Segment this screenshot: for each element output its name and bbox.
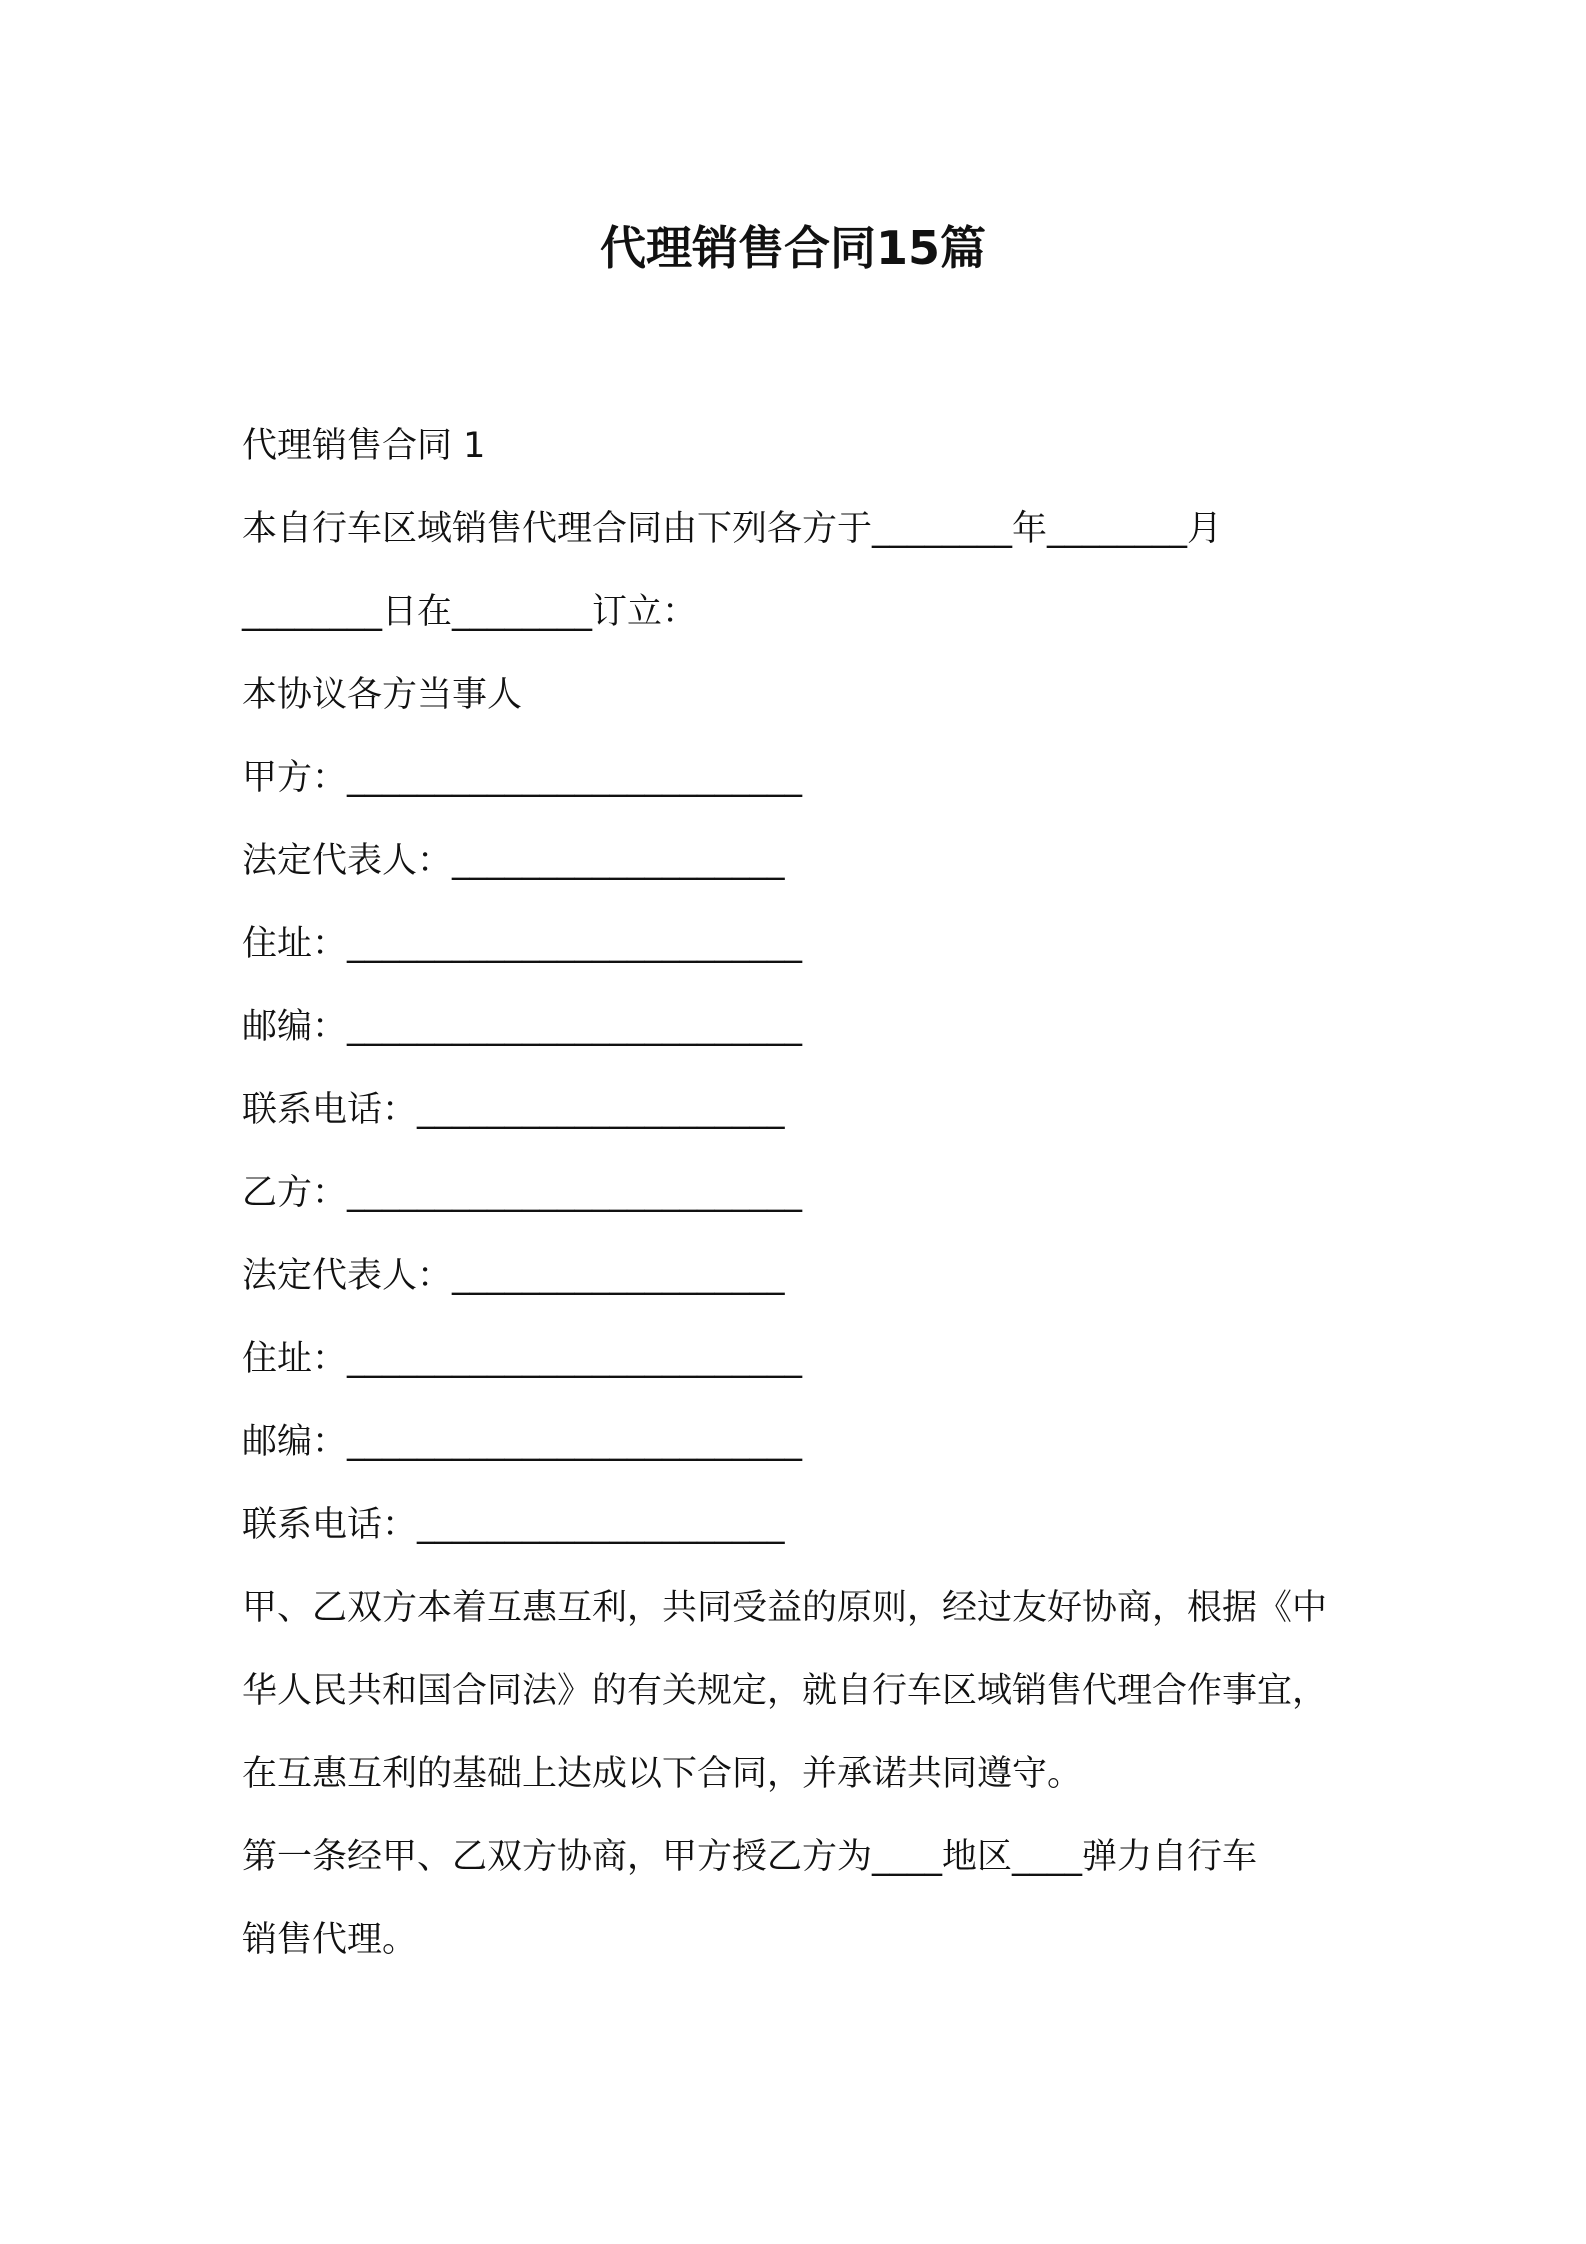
body-line: 本自行车区域销售代理合同由下列各方于________年________月: [242, 509, 1223, 549]
body-line: 本协议各方当事人: [242, 675, 523, 715]
body-line: 华人民共和国合同法》的有关规定，就自行车区域销售代理合作事宜，: [242, 1671, 1328, 1711]
section-heading: 代理销售合同 1: [242, 426, 486, 466]
document-title: 代理销售合同15篇: [599, 221, 986, 275]
party-b-phone-field: 联系电话：_____________________: [242, 1505, 785, 1545]
party-a-phone-field: 联系电话：_____________________: [242, 1090, 785, 1130]
body-line: 甲、乙双方本着互惠互利，共同受益的原则，经过友好协商，根据《中: [242, 1588, 1328, 1628]
document-body: [242, 405, 1362, 1982]
party-b-field: 乙方：__________________________: [242, 1173, 803, 1213]
body-line: 第一条经甲、乙双方协商，甲方授乙方为____地区____弹力自行车: [242, 1837, 1258, 1877]
party-b-postcode-field: 邮编：__________________________: [242, 1422, 803, 1462]
party-a-field: 甲方：__________________________: [242, 758, 803, 798]
party-a-postcode-field: 邮编：__________________________: [242, 1007, 803, 1047]
body-line: 销售代理。: [242, 1920, 418, 1960]
party-b-legal-rep-field: 法定代表人：___________________: [242, 1256, 785, 1296]
body-line: ________日在________订立：: [242, 592, 698, 632]
party-b-address-field: 住址：__________________________: [242, 1339, 803, 1379]
body-line: 在互惠互利的基础上达成以下合同，并承诺共同遵守。: [242, 1754, 1083, 1794]
party-a-legal-rep-field: 法定代表人：___________________: [242, 841, 785, 881]
party-a-address-field: 住址：__________________________: [242, 924, 803, 964]
